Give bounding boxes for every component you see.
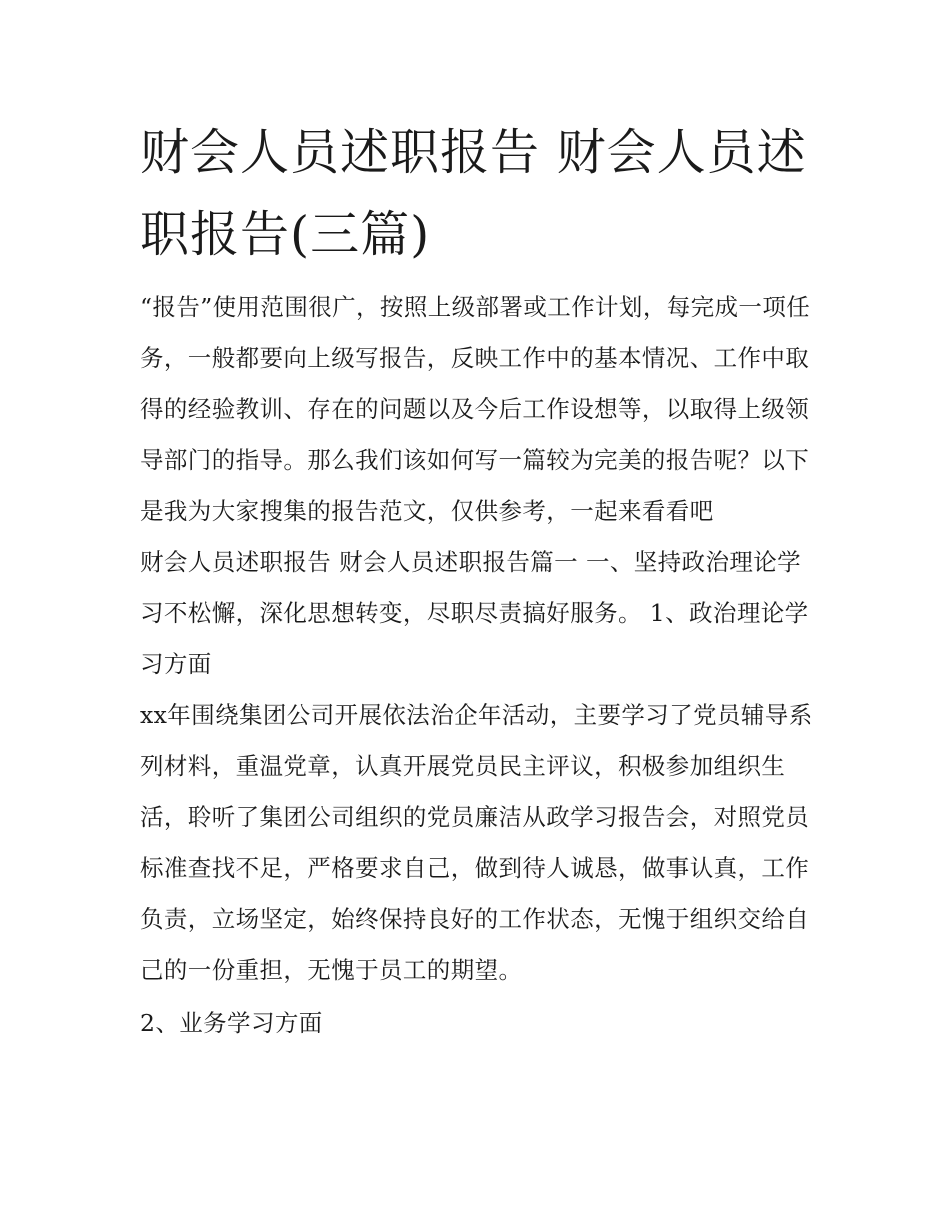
intro-paragraph: “报告”使用范围很广，按照上级部署或工作计划，每完成一项任务，一般都要向上级写报告，反映工作中的基本情况、工作中取得的经验教训、存在的问题以及今后工作设想等，以取得上级领导部门的指导。那么我们该如何写一篇较为完美的报告呢？以下是我为大家搜集的报告范文，仅供参考，一起来看看吧 <box>140 293 811 525</box>
document-page <box>140 112 820 1049</box>
document-title: 财会人员述职报告 财会人员述职报告(三篇) <box>140 124 807 263</box>
political-study-paragraph: xx年围绕集团公司开展依法治企年活动，主要学习了党员辅导系列材料，重温党章，认真开展党员民主评议，积极参加组织生活，聆听了集团公司组织的党员廉洁从政学习报告会，对照党员标准查找不足，严格要求自己，做到待人诚恳，做事认真，工作负责，立场坚定，始终保持良好的工作状态，无愧于组织交给自己的一份重担，无愧于员工的期望。 <box>140 701 813 984</box>
section-one-heading-paragraph: 财会人员述职报告 财会人员述职报告篇一 一、坚持政治理论学习不松懈，深化思想转变，尽职尽责搞好服务。 1、政治理论学习方面 <box>140 548 809 678</box>
business-study-heading: 2、业务学习方面 <box>140 1009 323 1037</box>
